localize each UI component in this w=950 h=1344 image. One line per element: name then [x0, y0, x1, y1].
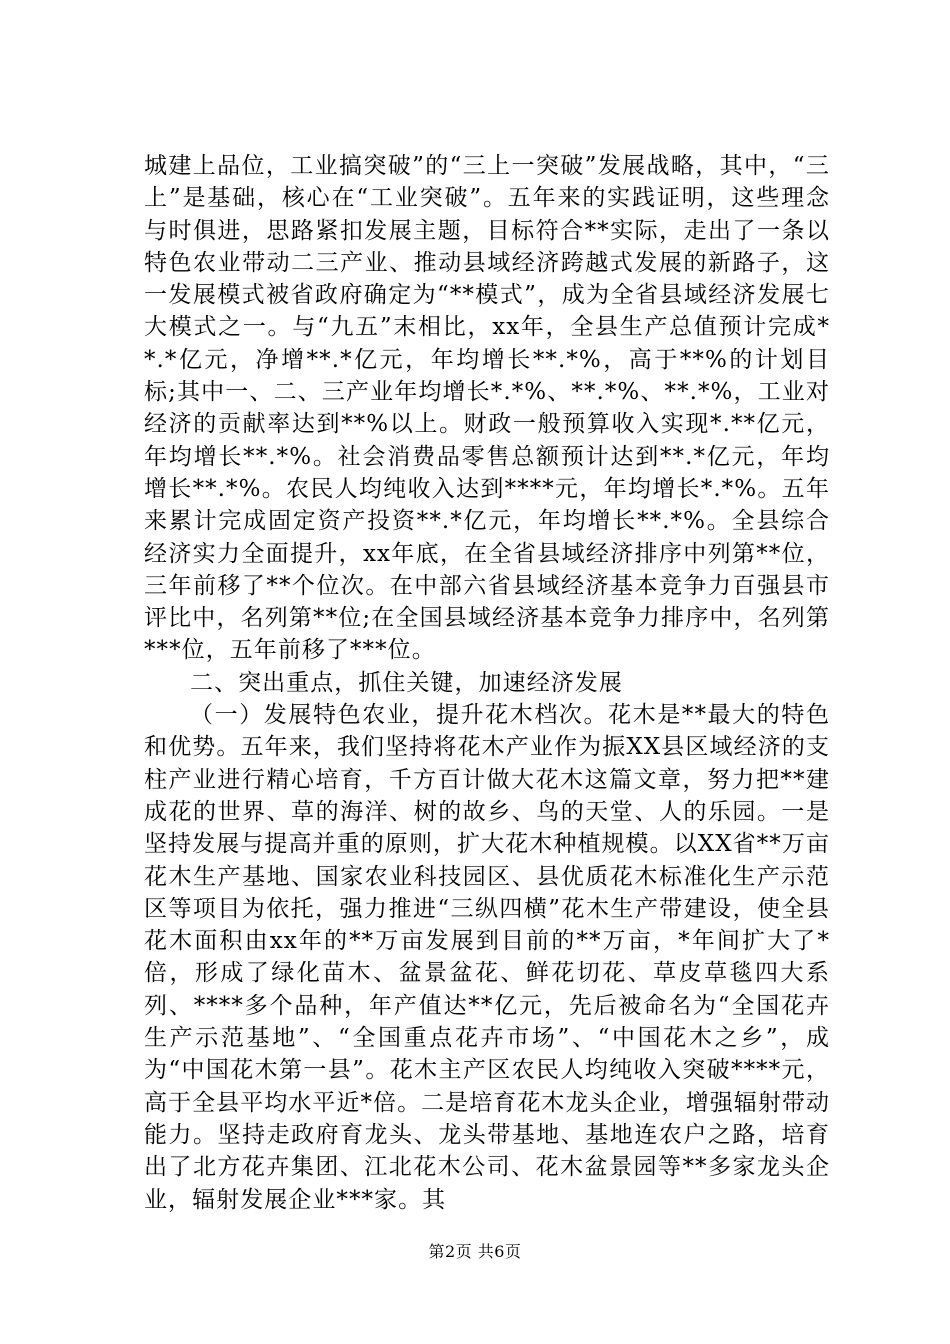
- document-body: [144, 150, 830, 1216]
- page-footer: 第2页 共6页: [428, 1242, 522, 1261]
- paragraph-continuation: 城建上品位，工业搞突破”的“三上一突破”发展战略，其中，“三上”是基础，核心在“工业突破”。五年来的实践证明，这些理念与时俱进，思路紧扣发展主题，目标符合**实际，走出了一条以特色农业带动二三产业、推动县域经济跨越式发展的新路子，这一发展模式被省政府确定为“**模式”，成为全省县域经济发展七大模式之一。与“九五”末相比，xx年，全县生产总值预计完成**.*亿元，净增**.*亿元，年均增长**.*%，高于**%的计划目标;其中一、二、三产业年均增长*.*%、**.*%、**.*%，工业对经济的贡献率达到**%以上。财政一般预算收入实现*.**亿元，年均增长**.*%。社会消费品零售总额预计达到**.*亿元，年均增长**.*%。农民人均纯收入达到****元，年均增长*.*%。五年来累计完成固定资产投资**.*亿元，年均增长**.*%。全县综合经济实力全面提升，xx年底，在全省县域经济排序中列第**位，三年前移了**个位次。在中部六省县域经济基本竞争力百强县市评比中，名列第**位;在全国县域经济基本竞争力排序中，名列第***位，五年前移了***位。: [144, 153, 830, 664]
- section-heading: 二、突出重点，抓住关键，加速经济发展: [190, 669, 623, 696]
- paragraph-agriculture: （一）发展特色农业，提升花木档次。花木是**最大的特色和优势。五年来，我们坚持将花木产业作为振XX县区域经济的支柱产业进行精心培育，千方百计做大花木这篇文章，努力把**建成花的世界、草的海洋、树的故乡、鸟的天堂、人的乐园。一是坚持发展与提高并重的原则，扩大花木种植规模。以XX省**万亩花木生产基地、国家农业科技园区、县优质花木标准化生产示范区等项目为依托，强力推进“三纵四横”花木生产带建设，使全县花木面积由xx年的**万亩发展到目前的**万亩，*年间扩大了*倍，形成了绿化苗木、盆景盆花、鲜花切花、草皮草毯四大系列、****多个品种，年产值达**亿元，先后被命名为“全国花卉生产示范基地”、“全国重点花卉市场”、“中国花木之乡”，成为“中国花木第一县”。花木主产区农民人均纯收入突破****元，高于全县平均水平近*倍。二是培育花木龙头企业，增强辐射带动能力。坚持走政府育龙头、龙头带基地、基地连农户之路，培育出了北方花卉集团、江北花木公司、花木盆景园等**多家龙头企业，辐射发展企业***家。其: [144, 702, 830, 1213]
